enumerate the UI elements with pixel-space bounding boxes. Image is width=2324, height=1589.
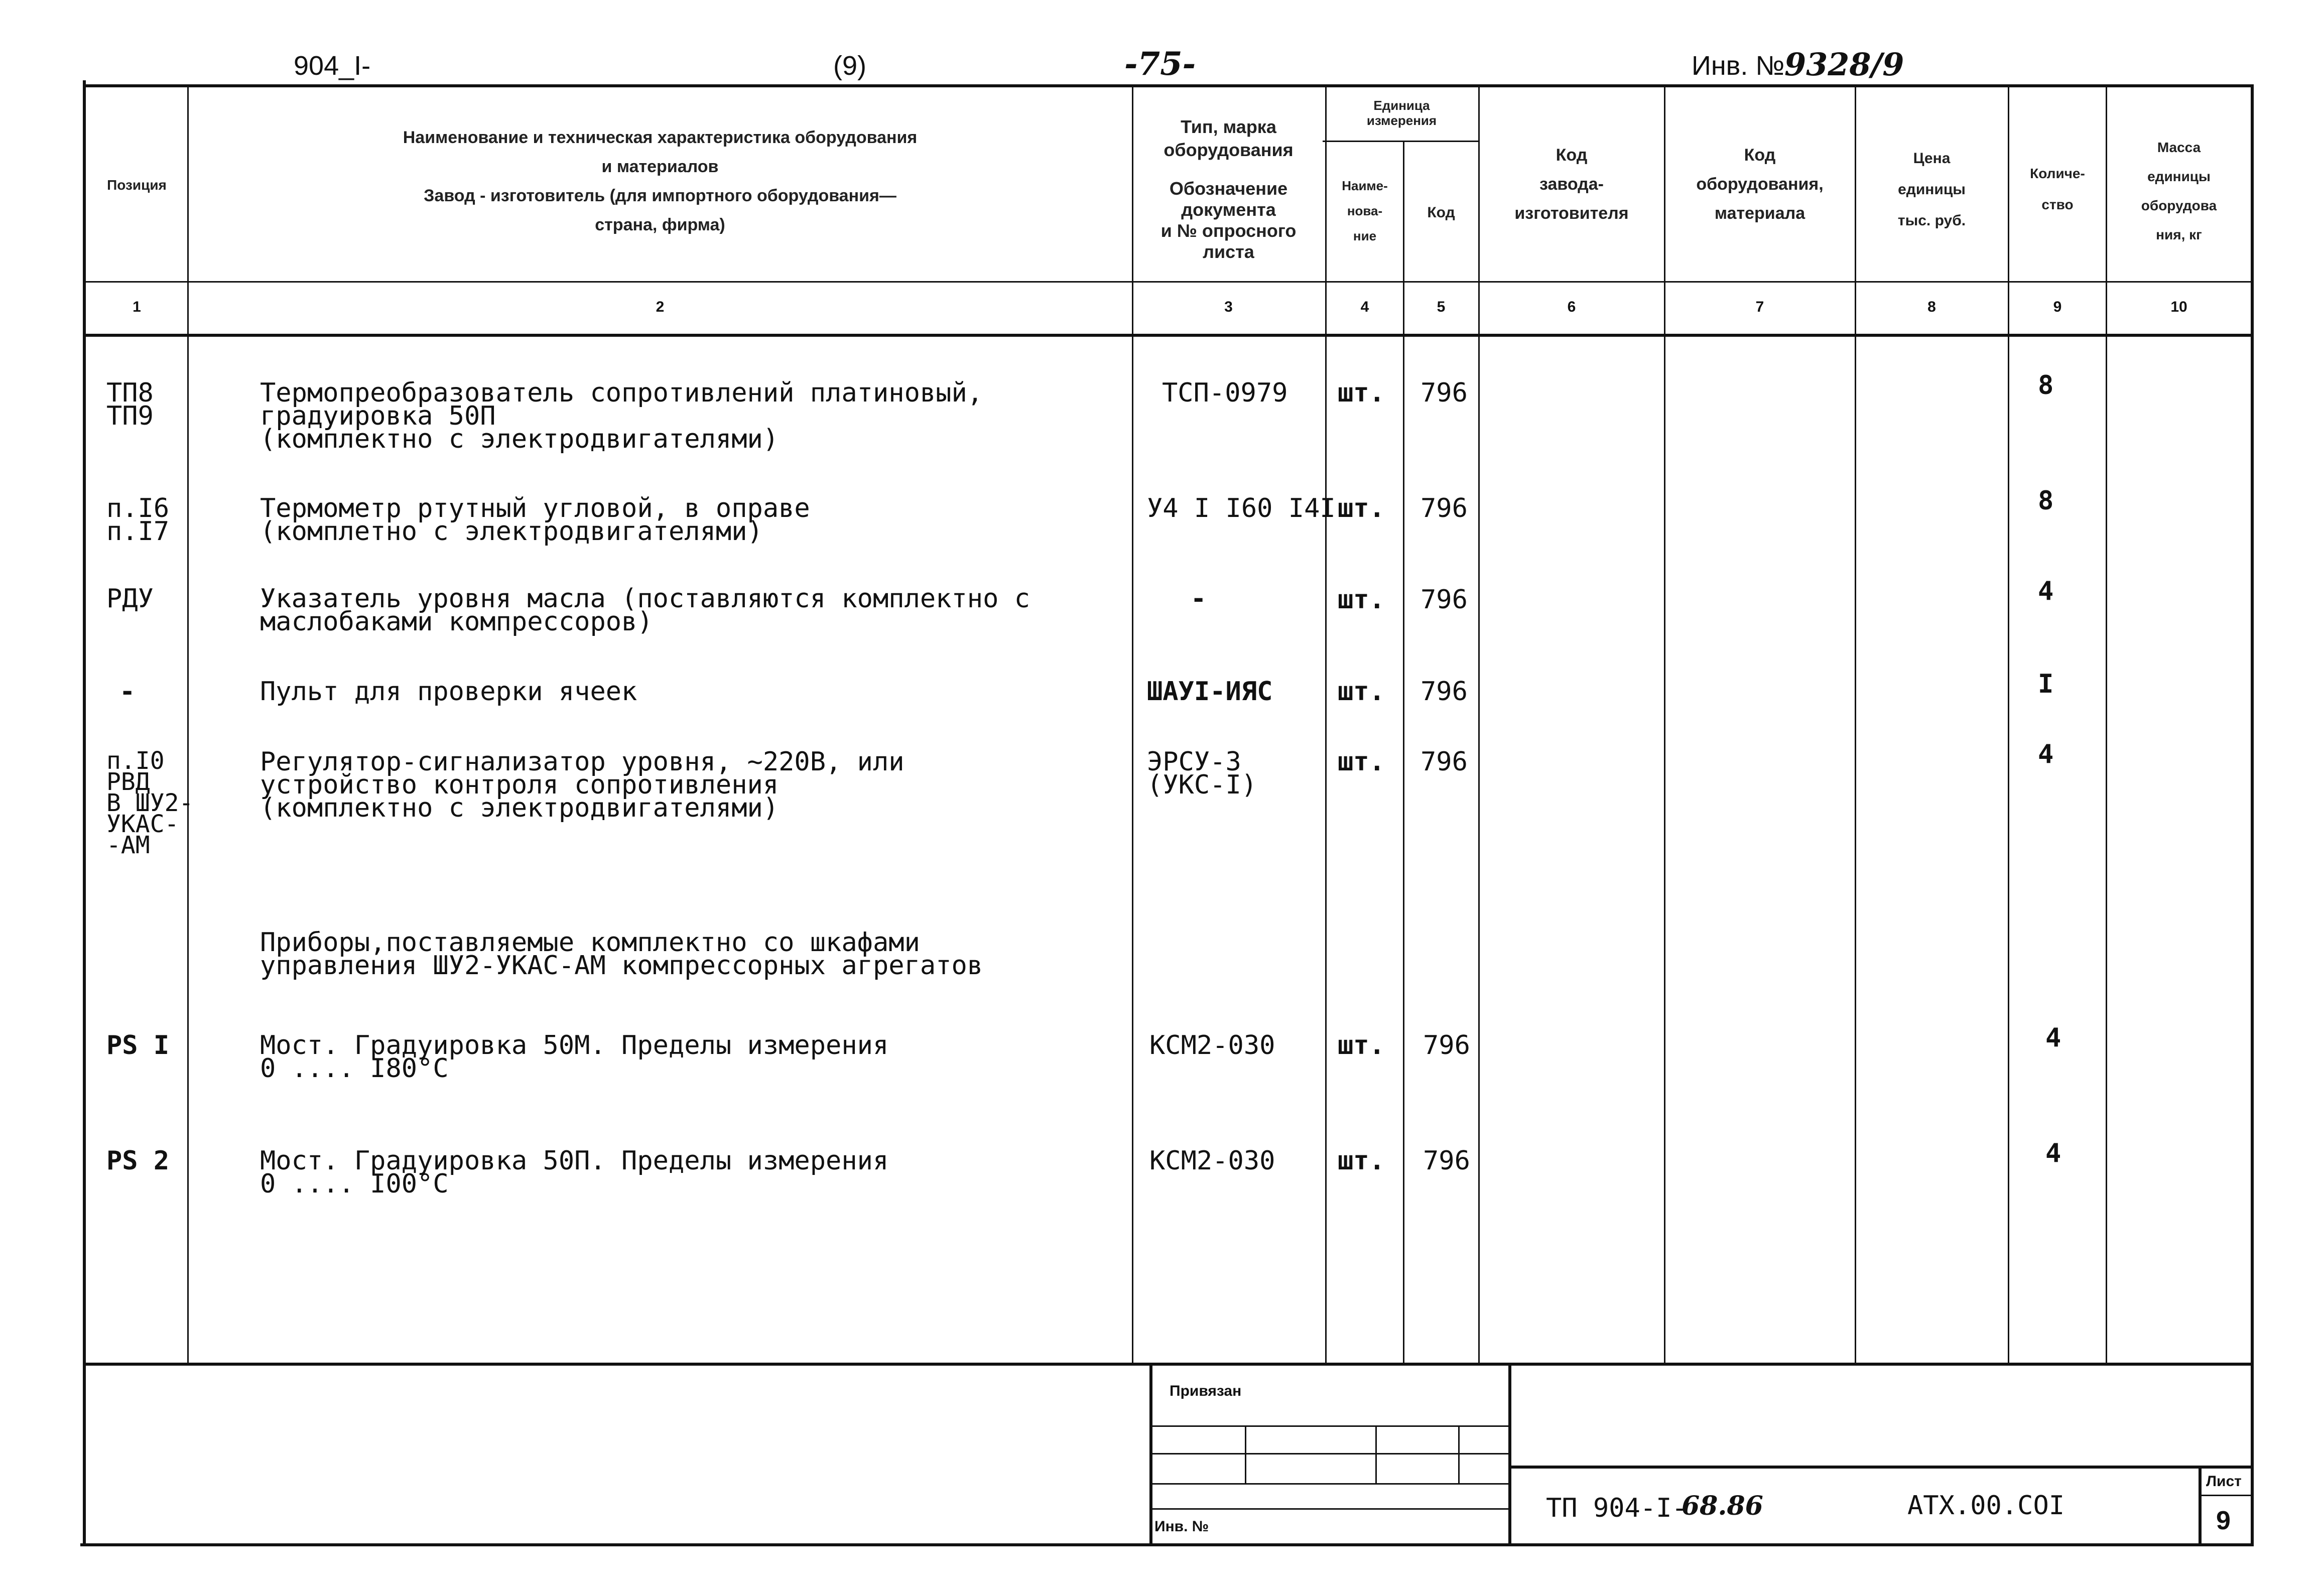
stamp-doc-code: АТХ.00.СОI: [1907, 1491, 2065, 1521]
frame-top: [85, 84, 2254, 87]
header-price: Цена единицы тыс. руб.: [1897, 150, 1966, 229]
row-5-name: Регулятор-сигнализатор уровня, ~220В, или устройство контроля сопротивления (комплектно с электродвигателями): [260, 747, 905, 823]
header-mass: Масса единицы оборудова ния, кг: [2141, 140, 2217, 242]
sheet-box-divider: [2200, 1495, 2252, 1496]
stamp-inv-label: Инв. №: [1154, 1518, 1209, 1535]
row-3-quantity: 4: [2038, 576, 2054, 606]
header-type: Тип, марка оборудования: [1164, 116, 1294, 160]
row-1-type: ТСП-0979: [1162, 378, 1288, 408]
col-div-4: [1403, 141, 1404, 1364]
stamp-doc-hand: 68.86: [1682, 1491, 1763, 1521]
row-7-position: PS I: [106, 1030, 170, 1061]
row-3-code: 796: [1421, 585, 1468, 615]
row-1-code: 796: [1421, 378, 1468, 408]
row-4-unit: шт.: [1338, 677, 1385, 707]
header-quantity: Количе- ство: [2030, 166, 2085, 212]
header-divider: [85, 281, 2254, 283]
row-4-position: -: [119, 677, 136, 707]
row-8-position: PS 2: [106, 1146, 170, 1176]
col-div-7: [1855, 85, 1856, 1364]
row-8-code: 796: [1423, 1146, 1470, 1176]
stamp-vline-3: [1458, 1425, 1460, 1483]
colnum-4: 4: [1360, 299, 1369, 315]
colnum-7: 7: [1755, 299, 1764, 315]
row-1-quantity: 8: [2038, 370, 2054, 401]
header-maker-code: Код завода- изготовителя: [1514, 146, 1629, 223]
row-1-position: ТП8 ТП9: [106, 378, 154, 431]
header-equipment-code: Код оборудования, материала: [1696, 146, 1824, 223]
stamp-vline-1: [1245, 1425, 1246, 1483]
row-2-quantity: 8: [2038, 486, 2054, 516]
unit-divider: [1323, 141, 1478, 142]
row-7-unit: шт.: [1338, 1030, 1385, 1061]
row-8-unit: шт.: [1338, 1146, 1385, 1176]
row-1-unit: шт.: [1338, 378, 1385, 408]
frame-left: [83, 80, 86, 1546]
colnum-8: 8: [1927, 299, 1936, 315]
colnum-1: 1: [133, 299, 141, 315]
row-3-position: РДУ: [106, 584, 154, 614]
row-5-quantity: 4: [2038, 739, 2054, 769]
col-div-1: [187, 85, 189, 1364]
col-div-2: [1132, 85, 1133, 1364]
row-4-quantity: I: [2038, 669, 2054, 699]
top-left-code: 904_I-: [294, 51, 371, 81]
stamp-vline-2: [1375, 1425, 1377, 1483]
frame-bottom: [80, 1543, 2254, 1546]
colnum-5: 5: [1437, 299, 1446, 315]
frame-right: [2251, 84, 2254, 1545]
part-number: (9): [833, 51, 866, 81]
inv-label: Инв. №: [1692, 51, 1785, 81]
row-5-unit: шт.: [1338, 747, 1385, 777]
row-4-code: 796: [1421, 677, 1468, 707]
row-7-name: Мост. Градуировка 50М. Пределы измерения 0 .... I80°С: [260, 1030, 889, 1084]
header-name: Наименование и техническая характеристика оборудования и материалов Завод - изготовитель (для импортного оборудования— страна, фирма): [403, 128, 918, 234]
header-doc: Обозначение документа и № опросного листа: [1160, 178, 1297, 262]
stamp-top: [85, 1363, 2254, 1366]
colnum-divider: [85, 334, 2254, 337]
stamp-line-2: [1151, 1453, 1508, 1454]
row-2-unit: шт.: [1338, 493, 1385, 523]
row-7-type: КСМ2-030: [1149, 1030, 1275, 1061]
col-div-3: [1325, 85, 1327, 1364]
row-3-unit: шт.: [1338, 585, 1385, 615]
stamp-right-block: [1508, 1364, 1511, 1545]
row-5-type: ЭРСУ-3 (УКС-I): [1147, 747, 1257, 800]
col-div-5: [1478, 85, 1480, 1364]
row-2-type: У4 I I60 I4I: [1147, 493, 1336, 523]
row-4-type: ШАУI-ИЯС: [1147, 677, 1273, 707]
row-5-position: п.I0 РВД В ШУ2- УКАС- -АМ: [106, 747, 194, 859]
header-unit: Единица измерения: [1366, 98, 1437, 128]
row-8-name: Мост. Градуировка 50П. Пределы измерения 0 .... I00°С: [260, 1146, 889, 1199]
row-8-quantity: 4: [2045, 1138, 2061, 1168]
stamp-attached-label: Привязан: [1170, 1383, 1242, 1399]
row-7-quantity: 4: [2045, 1023, 2061, 1053]
row-2-position: п.I6 п.I7: [106, 493, 170, 547]
inv-number: 9328/9: [1784, 46, 1904, 83]
colnum-3: 3: [1224, 299, 1233, 315]
row-2-code: 796: [1421, 493, 1468, 523]
colnum-10: 10: [2170, 299, 2187, 315]
row-7-code: 796: [1423, 1030, 1470, 1061]
row-3-name: Указатель уровня масла (поставляются комплектно с маслобаками компрессоров): [260, 584, 1030, 637]
row-1-name: Термопреобразователь сопротивлений платиновый, градуировка 50П (комплектно с электродвигателями): [260, 378, 983, 454]
stamp-title-top: [1510, 1466, 2253, 1469]
stamp-doc-prefix: ТП 904-I-: [1546, 1493, 1688, 1523]
page-marker: -75-: [1124, 45, 1196, 83]
header-unit-code: Код: [1427, 204, 1455, 221]
col-div-8: [2008, 85, 2009, 1364]
colnum-9: 9: [2053, 299, 2062, 315]
sheet-box-left: [2199, 1466, 2202, 1543]
row-8-type: КСМ2-030: [1149, 1146, 1275, 1176]
colnum-6: 6: [1567, 299, 1576, 315]
stamp-line-3: [1151, 1483, 1508, 1485]
row-4-name: Пульт для проверки ячеек: [260, 677, 637, 707]
stamp-left: [1149, 1364, 1152, 1545]
col-div-6: [1664, 85, 1665, 1364]
sheet-label: Лист: [2206, 1473, 2242, 1490]
row-2-name: Термометр ртутный угловой, в оправе (комплетно с электродвигателями): [260, 493, 810, 547]
stamp-line-4: [1151, 1508, 1508, 1510]
colnum-2: 2: [656, 299, 665, 315]
row-3-type: -: [1191, 584, 1207, 614]
section-note: Приборы,поставляемые комплектно со шкафами управления ШУ2-УКАС-АМ компрессорных агрегатов: [260, 928, 983, 981]
header-position: Позиция: [107, 177, 167, 193]
stamp-line-1: [1151, 1425, 1508, 1427]
row-5-code: 796: [1421, 747, 1468, 777]
col-div-9: [2106, 85, 2107, 1364]
header-unit-name: Наиме- нова- ние: [1342, 178, 1388, 243]
sheet-number: 9: [2216, 1506, 2231, 1535]
